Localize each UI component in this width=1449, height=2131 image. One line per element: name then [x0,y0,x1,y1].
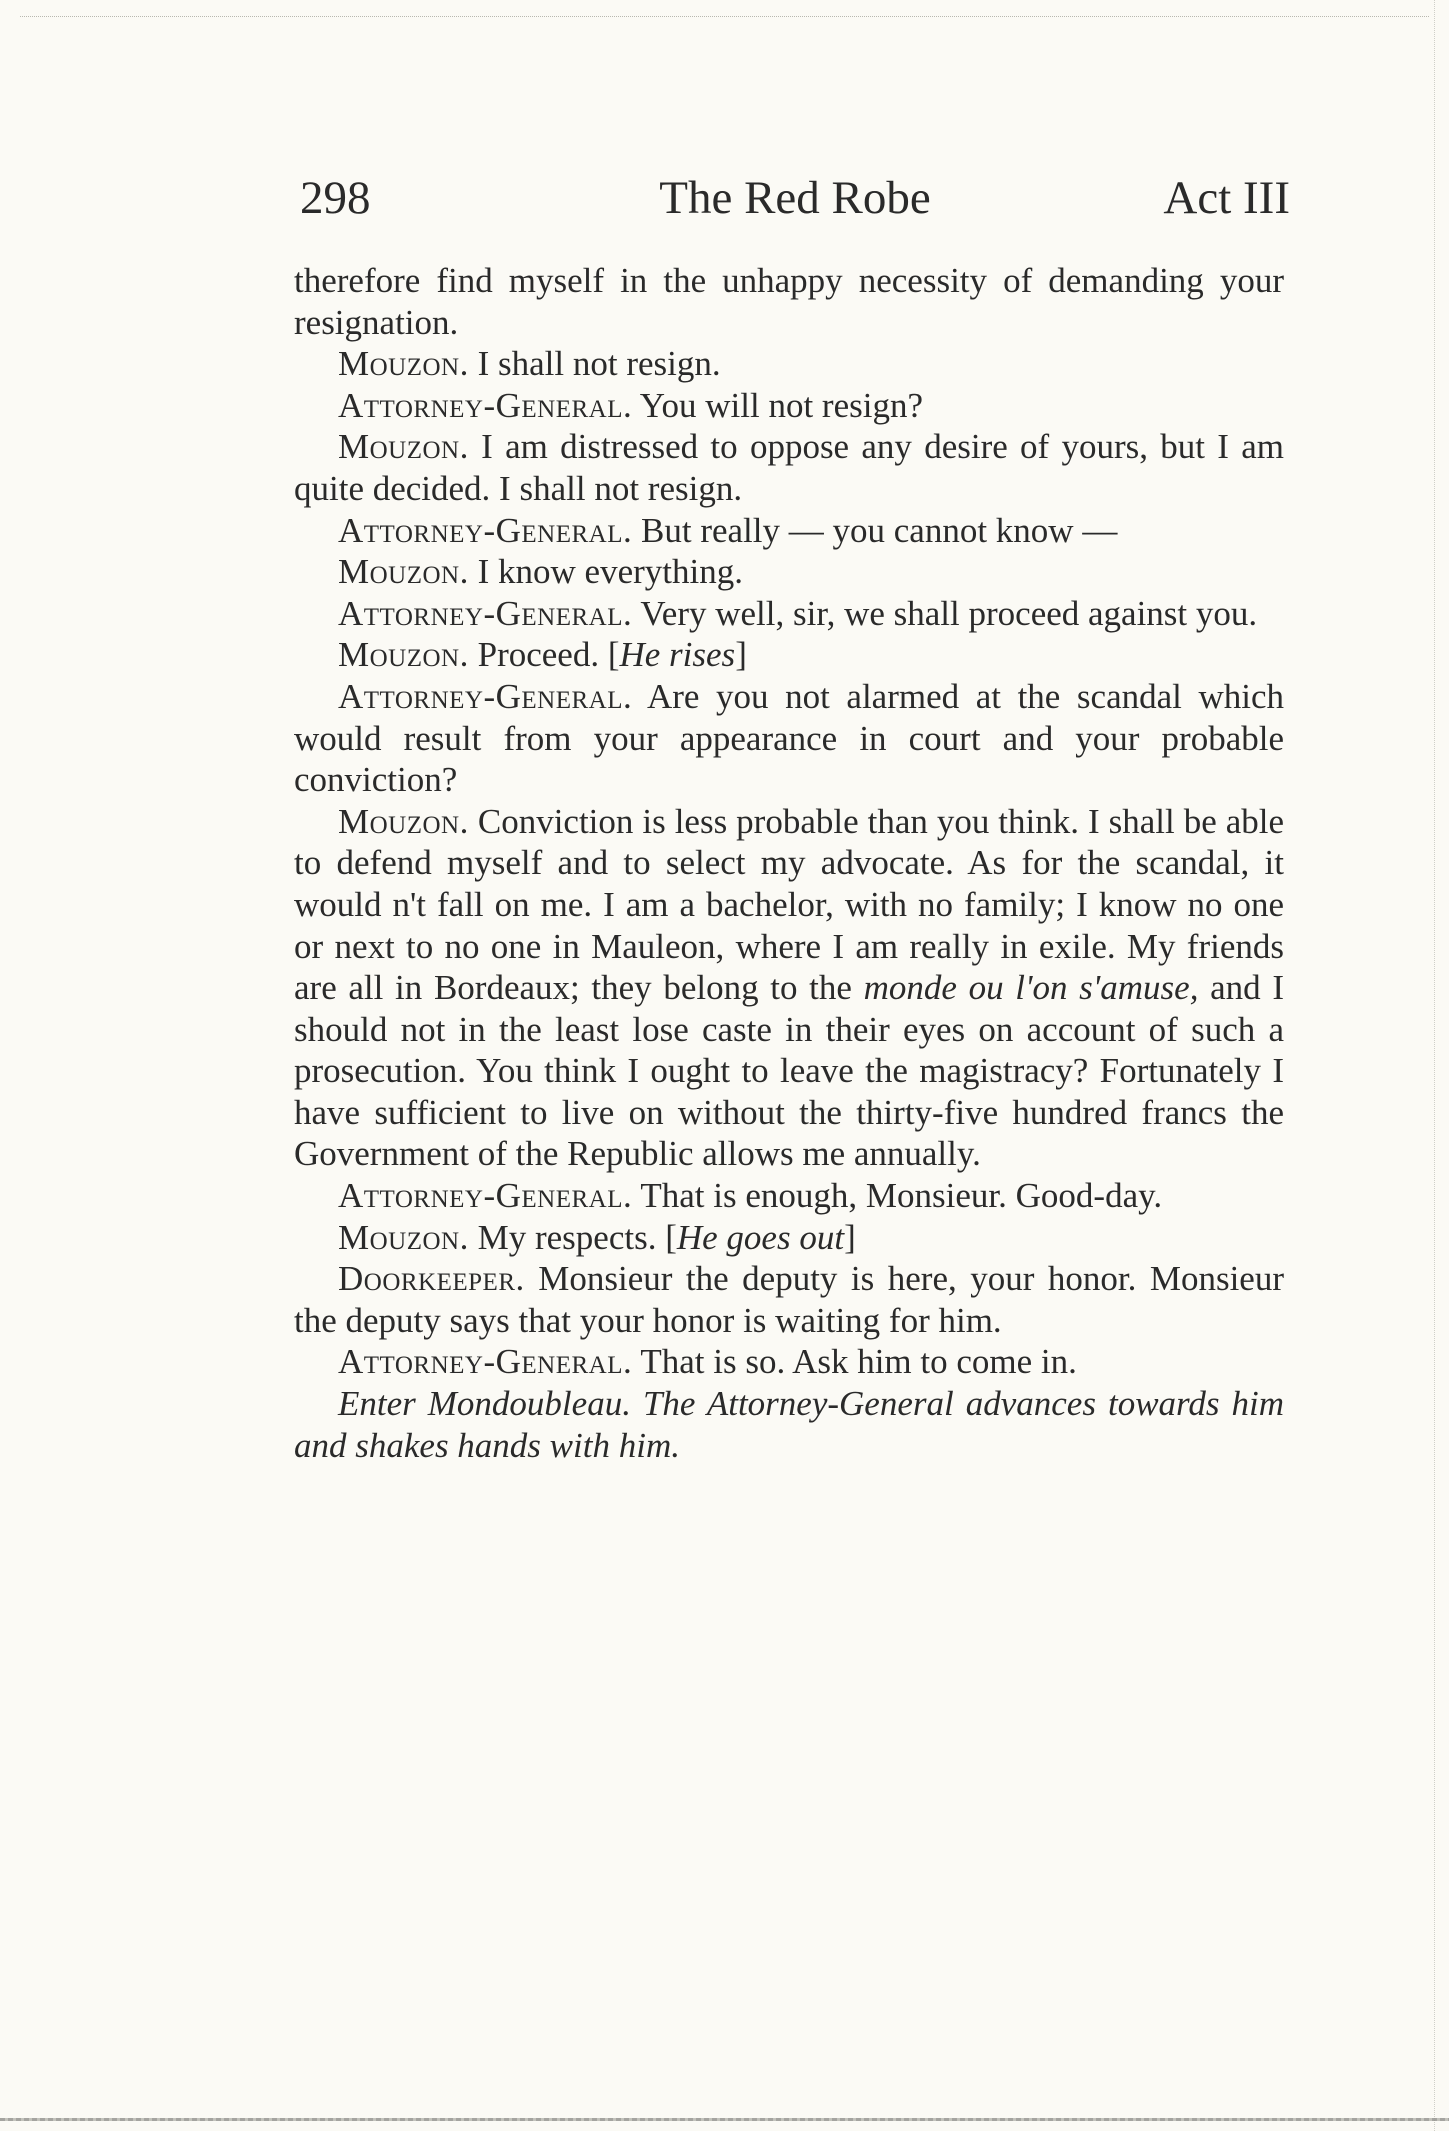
bracket-open: [ [665,1217,677,1257]
speech-line [294,1341,1284,1383]
page-number: 298 [300,172,371,224]
speech-line [294,593,1284,635]
speech-text: That is so. Ask him to come in. [640,1342,1077,1382]
foreign-phrase: monde ou l'on s'amuse, [863,968,1199,1008]
speech-text: Very well, sir, we shall proceed against you. [640,593,1258,633]
speech-text: Monsieur the deputy is here, your honor. Monsieur the deputy says that your honor is waiting for him. [294,1259,1285,1340]
speaker-name: Mouzon. [338,1217,469,1257]
speaker-name: Attorney-General. [338,676,633,716]
speech-line [294,676,1284,801]
speech-line [294,510,1284,552]
speaker-name: Mouzon. [338,801,469,841]
stage-direction-inline: He rises [619,635,736,675]
speech-line [294,343,1284,385]
speech-line [294,385,1284,427]
book-title: The Red Robe [659,172,931,224]
act-label: Act III [1163,172,1290,224]
speaker-name: Attorney-General. [338,1176,633,1216]
speaker-name: Mouzon. [338,427,469,467]
speech-text: Conviction is less probable than you think. I shall be able to defend myself and to select my advocate. As for the scandal, it would n't fall on me. I am a bachelor, with no family; I know no one or next to no one in Mauleon, where I am really in exile. My friends are all in Bordeaux; they belong to the [294,801,1285,1008]
speech-line [294,551,1284,593]
speech-text: I shall not resign. [477,344,721,384]
speech-text: and I should not in the least lose caste in their eyes on account of such a prosecution. You think I ought to leave the magistracy? Fortunately I have sufficient to live on without the thirty-five hundred francs the Government of the Republic allows me annually. [294,968,1285,1174]
speech-text: I am distressed to oppose any desire of yours, but I am quite decided. I shall not resign. [294,427,1284,508]
speech-line [294,1258,1284,1341]
speaker-name: Attorney-General. [338,593,633,633]
speech-line [294,634,1284,676]
running-header [300,168,1290,228]
speech-text: My respects. [477,1217,657,1257]
speech-text: Are you not alarmed at the scandal which would result from your appearance in court and your probable conviction? [294,676,1284,800]
speech-text: Proceed. [477,635,600,675]
speaker-name: Mouzon. [338,635,469,675]
stage-direction: Enter Mondoubleau. The Attorney-General advances towards him and shakes hands with him. [294,1384,1284,1465]
speaker-name: Mouzon. [338,344,469,384]
bracket-open: [ [607,635,620,675]
top-edge-rule [20,16,1429,18]
speech-line [294,801,1284,1175]
speech-line [294,1217,1284,1259]
speaker-name: Attorney-General. [338,1342,633,1382]
speech-text: You will not resign? [639,385,923,425]
speech-text: I know everything. [477,552,743,592]
page-right-edge [1433,0,1435,2131]
continued-paragraph: therefore find myself in the unhappy necessity of demanding your resignation. [294,261,1284,342]
bottom-edge-rule [0,2118,1449,2121]
page-body [294,260,1284,1466]
speaker-name: Attorney-General. [338,385,633,425]
speech-text: But really — you cannot know — [641,510,1118,550]
speech-text: That is enough, Monsieur. Good-day. [640,1176,1163,1216]
speech-line [294,426,1284,509]
speaker-name: Attorney-General. [338,510,633,550]
speech-line [294,1175,1284,1217]
bracket-close: ] [844,1217,856,1257]
stage-direction-inline: He goes out [676,1217,845,1257]
bracket-close: ] [735,635,747,675]
speaker-name: Doorkeeper. [338,1259,525,1299]
speaker-name: Mouzon. [338,552,469,592]
